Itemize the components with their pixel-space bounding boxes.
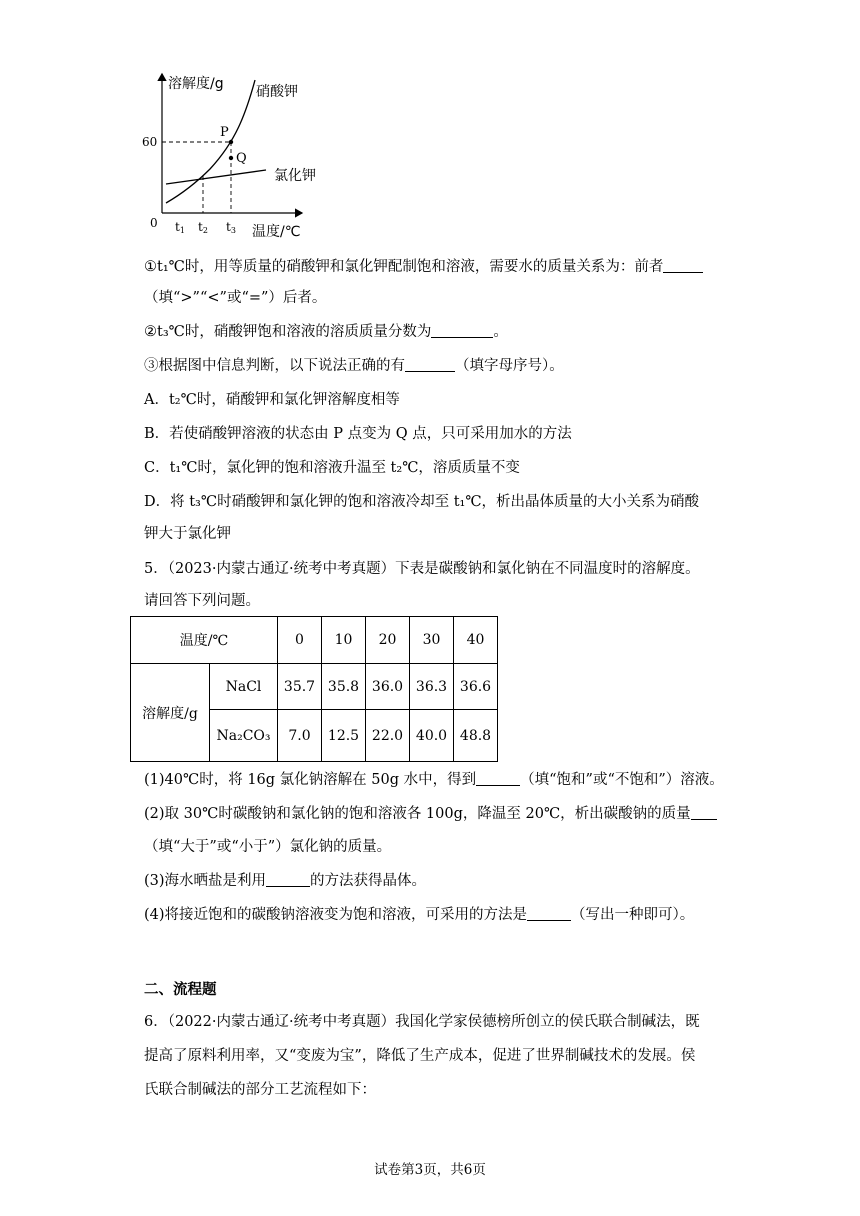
table-cell: 20: [366, 617, 410, 664]
q5-sub1: [144, 770, 724, 790]
q5-sub4-text: (4)将接近饱和的碳酸钠溶液变为饱和溶液，可采用的方法是: [144, 907, 528, 923]
q4-item1-line2: （填“>”“<”或“=”）后者。: [144, 290, 327, 306]
q5-sub3: [144, 871, 426, 891]
q5-sub4-end: （写出一种即可）。: [571, 907, 695, 923]
table-cell: 35.7: [278, 664, 322, 710]
answer-blank[interactable]: [527, 906, 571, 921]
table-cell: 40: [454, 617, 498, 664]
solubility-chart-svg: [140, 66, 340, 246]
page-footer: 试卷第3页，共6页: [374, 1162, 486, 1178]
table-row-group-label: 溶解度/g: [131, 664, 210, 762]
point-p: [229, 140, 233, 144]
answer-blank[interactable]: [691, 805, 717, 820]
x-tick-t2-sub: 2: [202, 226, 208, 235]
series-kno3-curve: [166, 80, 255, 203]
x-tick-t3: t3: [226, 220, 236, 235]
table-cell: 22.0: [366, 710, 410, 762]
q5-sub2-line2: （填“大于”或“小于”）氯化钠的质量。: [144, 839, 392, 855]
table-row-label-na2co3: Na₂CO₃: [210, 710, 278, 762]
series-kcl-label: 氯化钾: [274, 168, 316, 184]
q4-item2-end: 。: [493, 324, 508, 340]
q5-sub1-end: （填“饱和”或“不饱和”）溶液。: [520, 772, 724, 788]
table-cell: 36.0: [366, 664, 410, 710]
point-q-label: Q: [236, 151, 247, 166]
q6-line3: 氏联合制碱法的部分工艺流程如下：: [144, 1082, 376, 1098]
q5-sub2-line1: [144, 804, 717, 824]
q4-item3: [144, 356, 564, 376]
x-axis-label: 温度/℃: [252, 224, 301, 240]
solubility-table: [130, 616, 498, 762]
table-cell: 0: [278, 617, 322, 664]
option-d-line2: 钾大于氯化钾: [144, 526, 231, 542]
option-a: A．t₂℃时，硝酸钾和氯化钾溶解度相等: [144, 392, 400, 408]
table-cell: 30: [410, 617, 454, 664]
x-tick-t2: t2: [198, 220, 208, 235]
answer-blank[interactable]: [266, 872, 310, 887]
series-kno3-label: 硝酸钾: [256, 84, 298, 100]
q4-item3-text: ③根据图中信息判断，以下说法正确的有: [144, 358, 405, 374]
answer-blank[interactable]: [663, 258, 703, 273]
q5-sub4: [144, 905, 694, 925]
option-d-line1: D．将 t₃℃时硝酸钾和氯化钾的饱和溶液冷却至 t₁℃，析出晶体质量的大小关系为硝酸: [144, 494, 700, 510]
option-c: C．t₁℃时，氯化钾的饱和溶液升温至 t₂℃，溶质质量不变: [144, 460, 520, 476]
answer-blank[interactable]: [431, 323, 493, 338]
table-cell: 7.0: [278, 710, 322, 762]
section-title: 二、流程题: [144, 982, 217, 998]
y-tick-60: 60: [142, 135, 158, 149]
q5-sub3-end: 的方法获得晶体。: [310, 873, 427, 889]
q4-item1-text: ①t₁℃时，用等质量的硝酸钾和氯化钾配制饱和溶液，需要水的质量关系为：前者: [144, 259, 664, 275]
table-header-label: 温度/℃: [131, 617, 278, 664]
x-tick-t1-sub: 1: [179, 226, 185, 235]
point-p-label: P: [220, 125, 229, 140]
table-cell: 35.8: [322, 664, 366, 710]
x-tick-t1: t1: [175, 220, 185, 235]
q6-line1: 6．（2022·内蒙古通辽·统考中考真题）我国化学家侯德榜所创立的侯氏联合制碱法，既: [144, 1014, 700, 1030]
answer-blank[interactable]: [476, 771, 520, 786]
q4-item1-line1: [144, 257, 703, 277]
q5-sub1-text: (1)40℃时，将 16g 氯化钠溶解在 50g 水中，得到: [144, 772, 477, 788]
table-row-nacl: [131, 664, 498, 710]
q5-stem-line1: 5．（2023·内蒙古通辽·统考中考真题）下表是碳酸钠和氯化钠在不同温度时的溶解度。: [144, 561, 700, 577]
table-row-header: [131, 617, 498, 664]
y-axis-label: 溶解度/g: [168, 76, 224, 92]
q4-item3-end: （填字母序号）。: [455, 358, 564, 374]
table-cell: 48.8: [454, 710, 498, 762]
point-q: [229, 156, 233, 160]
table-cell: 36.3: [410, 664, 454, 710]
option-b: B．若使硝酸钾溶液的状态由 P 点变为 Q 点，只可采用加水的方法: [144, 426, 572, 442]
q4-item2-text: ②t₃℃时，硝酸钾饱和溶液的溶质质量分数为: [144, 324, 432, 340]
q6-line2: 提高了原料利用率，又“变废为宝”，降低了生产成本，促进了世界制碱技术的发展。侯: [144, 1048, 696, 1064]
table-row-label-nacl: NaCl: [210, 664, 278, 710]
table-cell: 36.6: [454, 664, 498, 710]
table-cell: 12.5: [322, 710, 366, 762]
x-tick-t3-sub: 3: [230, 226, 236, 235]
q4-item2: [144, 322, 508, 342]
table-cell: 10: [322, 617, 366, 664]
answer-blank[interactable]: [405, 357, 455, 372]
q5-sub3-text: (3)海水晒盐是利用: [144, 873, 267, 889]
q5-stem-line2: 请回答下列问题。: [144, 593, 260, 609]
solubility-chart: [140, 66, 340, 246]
q5-sub2-text: (2)取 30℃时碳酸钠和氯化钠的饱和溶液各 100g，降温至 20℃，析出碳酸钠的质量: [144, 806, 691, 822]
origin-label: 0: [150, 216, 158, 230]
series-kcl-line: [166, 170, 266, 184]
table-cell: 40.0: [410, 710, 454, 762]
